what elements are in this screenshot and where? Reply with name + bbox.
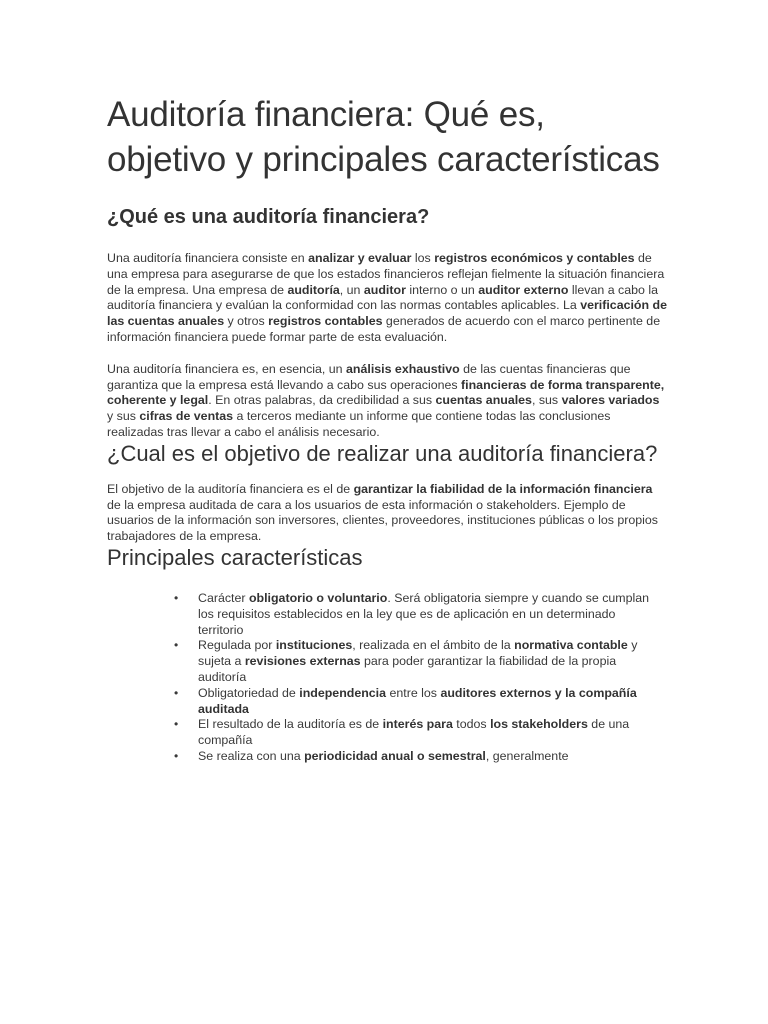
- emphasis-text: independencia: [299, 685, 387, 700]
- emphasis-text: interés para: [382, 717, 453, 732]
- paragraph-essence: Una auditoría financiera es, en esencia, un análisis exhaustivo de las cuentas financieras que garantiza que la empresa está llevando a cabo sus operaciones financieras de forma transparente, coherente y legal. En otras palabras, da credibilidad a sus cuentas anuales, sus valores variados y sus cifras de ventas a terceros mediante un informe que contiene todas las conclusiones realizadas tras llevar a cabo el análisis necesario.: [107, 361, 665, 439]
- emphasis-text: auditores externos y la compañía auditada: [198, 685, 637, 716]
- list-item: [174, 748, 653, 765]
- list-item-text: El resultado de la auditoría es de interés para todos los stakeholders de una compañía: [198, 717, 630, 748]
- emphasis-text: los stakeholders: [490, 717, 588, 732]
- emphasis-text: cifras de ventas: [139, 409, 234, 424]
- list-item-text: Regulada por instituciones, realizada en el ámbito de la normativa contable y sujeta a revisiones externas para poder garantizar la fiabilidad de la propia auditoría: [198, 638, 638, 684]
- list-item-text: Se realiza con una periodicidad anual o semestral, generalmente: [198, 748, 569, 763]
- list-item: [174, 638, 653, 685]
- emphasis-text: obligatorio o voluntario: [248, 590, 388, 605]
- section-heading-characteristics: Principales características: [107, 544, 363, 570]
- list-item-text: Carácter obligatorio o voluntario. Será obligatoria siempre y cuando se cumplan los requisitos establecidos en la ley que es de aplicación en un determinado territorio: [198, 590, 650, 637]
- emphasis-text: analizar y evaluar: [308, 251, 412, 265]
- emphasis-text: registros económicos y contables: [434, 251, 635, 265]
- emphasis-text: auditor: [363, 282, 406, 297]
- emphasis-text: instituciones: [275, 638, 353, 653]
- paragraph-objective: El objetivo de la auditoría financiera es el de garantizar la fiabilidad de la información financiera de la empresa auditada de cara a los usuarios de esta información o stakeholders. Ejemplo de usuarios de la información son inversores, clientes, proveedores, instituciones públicas o los propios trabajadores de la empresa.: [107, 481, 658, 544]
- emphasis-text: valores variados: [561, 393, 660, 408]
- list-item: [174, 717, 653, 749]
- emphasis-text: garantizar la fiabilidad de la información financiera: [353, 481, 653, 496]
- emphasis-text: normativa contable: [514, 638, 628, 653]
- bullet-icon: •: [174, 748, 179, 763]
- bullet-icon: •: [174, 590, 179, 605]
- emphasis-text: registros contables: [268, 314, 383, 329]
- emphasis-text: periodicidad anual o semestral: [304, 748, 486, 763]
- emphasis-text: verificación de las cuentas anuales: [107, 298, 667, 329]
- emphasis-text: auditor externo: [478, 282, 569, 297]
- list-item: [174, 685, 653, 718]
- list-item-text: Obligatoriedad de independencia entre los auditores externos y la compañía auditada: [198, 685, 637, 716]
- section-heading-what-is: ¿Qué es una auditoría financiera?: [107, 206, 430, 228]
- page-title: Auditoría financiera: Qué es, objetivo y principales características: [107, 95, 660, 179]
- section-heading-objective: ¿Cual es el objetivo de realizar una auditoría financiera?: [107, 440, 658, 466]
- emphasis-text: cuentas anuales: [435, 393, 532, 408]
- characteristics-list: [107, 591, 667, 765]
- document-content: [107, 92, 667, 765]
- emphasis-text: financieras de forma transparente, coherente y legal: [107, 377, 665, 408]
- emphasis-text: revisiones externas: [244, 654, 361, 669]
- bullet-icon: •: [174, 638, 179, 653]
- bullet-icon: •: [174, 717, 179, 732]
- bullet-icon: •: [174, 685, 179, 700]
- emphasis-text: auditoría: [287, 282, 340, 297]
- list-item: [174, 590, 653, 638]
- paragraph-definition: Una auditoría financiera consiste en analizar y evaluar los registros económicos y contables de una empresa para asegurarse de que los estados financieros reflejan fielmente la situación financiera de la empresa. Una empresa de auditoría, un auditor interno o un auditor externo llevan a cabo la auditoría financiera y evalúan la conformidad con las normas contables aplicables. La verificación de las cuentas anuales y otros registros contables generados de acuerdo con el marco pertinente de información financiera puede formar parte de esta evaluación.: [107, 251, 667, 344]
- emphasis-text: análisis exhaustivo: [346, 361, 460, 376]
